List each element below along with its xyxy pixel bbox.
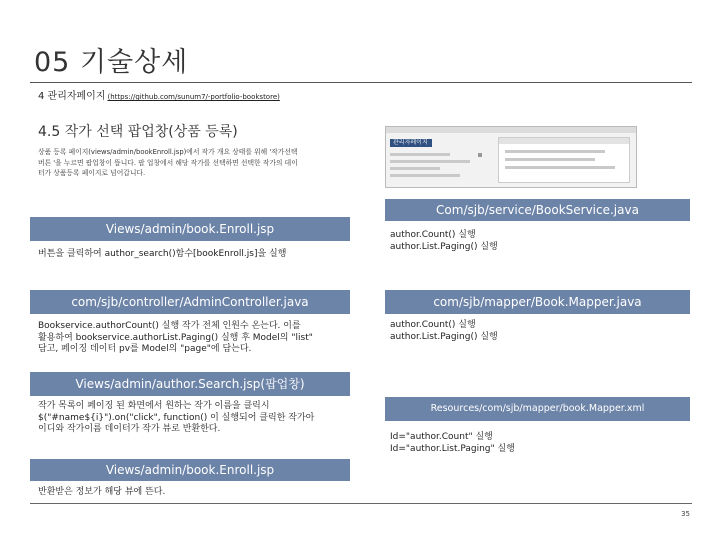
section-description (38, 147, 358, 179)
screenshot-thumbnail (385, 126, 637, 188)
title-divider (30, 82, 692, 83)
description-line: 버튼 '을 누르면 팝업창이 뜹니다. 팝 업창에서 해당 작가를 선택하면 선택한 작가의 데이 (38, 158, 298, 167)
flow-text-admin-controller (38, 321, 348, 356)
flow-text-line: author.Count() 실행 (390, 230, 476, 240)
flow-text-author-search (38, 401, 348, 436)
thumbnail-line (390, 174, 460, 177)
thumbnail-popup-header (499, 138, 629, 144)
page-number: 35 (681, 510, 690, 518)
thumbnail-line (505, 158, 595, 161)
thumbnail-topbar (386, 127, 636, 133)
flow-box-book-service: Com/sjb/service/BookService.java (385, 199, 690, 221)
flow-text-book-enroll: 버튼을 클릭하여 author_search()함수[bookEnroll.js]을 실행 (38, 249, 287, 259)
thumbnail-line (505, 150, 605, 153)
thumbnail-line (505, 166, 615, 169)
thumbnail-line (390, 167, 440, 170)
flow-text-line: $("#name${i}").on("click", function() 이 실행되어 클릭한 작가아 (38, 412, 315, 423)
thumbnail-dot (478, 153, 482, 157)
flow-text-line: 이디와 작가이름 데이터가 작가 뷰로 반환한다. (38, 424, 221, 434)
flow-box-book-mapper: com/sjb/mapper/Book.Mapper.java (385, 290, 690, 314)
flow-text-line: author.List.Paging() 실행 (390, 331, 498, 342)
flow-text-line: Id="author.Count" 실행 (390, 432, 493, 442)
flow-box-book-mapper-xml: Resources/com/sjb/mapper/book.Mapper.xml (385, 397, 690, 421)
description-line: 터가 상품등록 페이지로 넘어갑니다. (38, 169, 146, 177)
flow-text-book-service (390, 230, 685, 253)
flow-box-book-enroll-result: Views/admin/book.Enroll.jsp (30, 459, 350, 481)
flow-text-line: 담고, 페이징 데이터 pv를 Model의 "page"에 담는다. (38, 344, 252, 354)
flow-text-line: author.Count() 실행 (390, 320, 476, 330)
flow-text-line: Id="author.List.Paging" 실행 (390, 443, 515, 454)
flow-text-line: Bookservice.authorCount() 실행 작가 전체 인원수 온는다. 이를 (38, 321, 301, 331)
footer-divider (30, 503, 692, 504)
flow-box-book-enroll: Views/admin/book.Enroll.jsp (30, 217, 350, 241)
thumbnail-line (390, 160, 470, 163)
description-line: 상품 등록 페이지(views/admin/bookEnroll.jsp)에서 작가 개요 상태를 위해 '작가선택 (38, 148, 298, 156)
flow-text-book-mapper-xml (390, 432, 685, 455)
flow-text-line: 작가 목록이 페이징 된 화면에서 원하는 작가 이름을 클릭시 (38, 401, 270, 411)
thumbnail-line (390, 153, 450, 156)
flow-text-line: author.List.Paging() 실행 (390, 241, 498, 252)
section-title: 4.5 작가 선택 팝업창(상품 등록) (38, 124, 238, 140)
flow-text-book-enroll-result: 반환받은 정보가 해당 뷰에 뜬다. (38, 487, 166, 497)
thumbnail-popup-pane (498, 137, 630, 183)
page-title: 05 기술상세 (34, 47, 189, 78)
subtitle-text: 4 관리자페이지 (38, 91, 106, 102)
page-subtitle (38, 87, 280, 102)
flow-text-book-mapper (390, 320, 685, 343)
flow-box-admin-controller: com/sjb/controller/AdminController.java (30, 290, 350, 314)
flow-text-line: 활용하여 bookservice.authorList.Paging() 실행 후 Model의 "list" (38, 332, 313, 343)
github-link[interactable]: (https://github.com/sunum7/-portfolio-bookstore) (107, 93, 280, 101)
thumbnail-menu-label: 관리자페이지 (390, 139, 432, 147)
flow-box-author-search: Views/admin/author.Search.jsp(팝업창) (30, 372, 350, 396)
